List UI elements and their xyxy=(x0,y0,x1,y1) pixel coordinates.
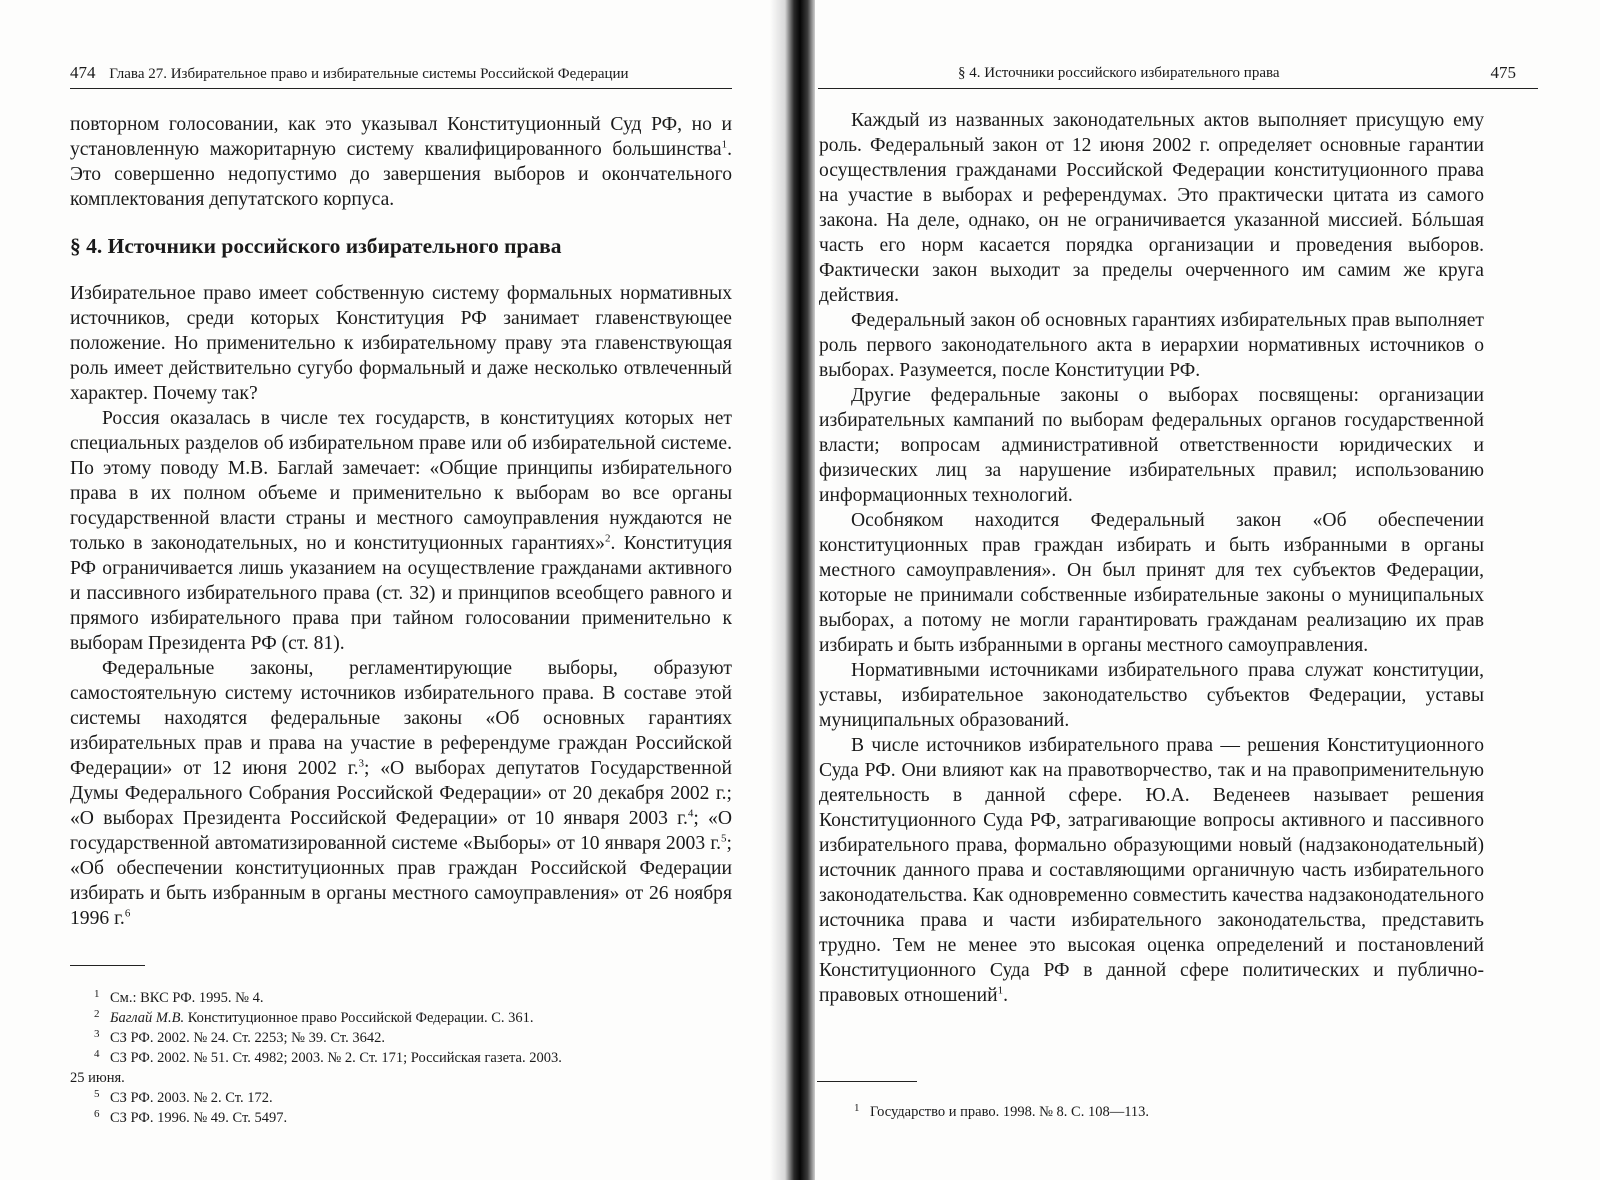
left-page xyxy=(0,0,790,1180)
footnote-1 xyxy=(70,988,735,1008)
running-head-left xyxy=(70,62,732,89)
footnote-text: СЗ РФ. 2002. № 51. Ст. 4982; 2003. № 2. Ст. 171; Российская газета. 2003. xyxy=(110,1050,562,1066)
footnote-mark: 4 xyxy=(94,1048,100,1060)
text-run: повторном голосовании, как это указывал Конституционный Суд РФ, но и установленную мажоритарную систему квалифицированного большинства xyxy=(70,114,732,160)
footnote-ref: 1 xyxy=(997,984,1004,997)
footnote-mark: 3 xyxy=(94,1028,100,1040)
footnote-text: Государство и право. 1998. № 8. С. 108—113. xyxy=(870,1104,1150,1120)
right-paragraph-4: Особняком находится Федеральный закон «Об обеспечении конституционных прав граждан избирать и быть избранными в органы местного самоуправления». Он был принят для тех субъектов Федерации, которые не принимали собственные избирательные законы о муниципальных выборах, а потому не могли гарантировать гражданам реализацию их прав избирать и быть избранными в органы местного самоуправления. xyxy=(819,510,1484,656)
footnote-text: Конституционное право Российской Федерации. С. 361. xyxy=(184,1010,534,1026)
text-run: ; «О государственной автоматизированной системе «Выборы» от 10 января 2003 г. xyxy=(70,808,732,854)
footnote-rule-left xyxy=(70,965,145,966)
left-body xyxy=(70,281,732,931)
page-number-right: 475 xyxy=(1490,63,1516,82)
text-run: ; «Об обеспечении конституционных прав граждан Российской Федерации избирать и быть избранным в органы местного самоуправления» от 26 ноября 1996 г. xyxy=(70,833,732,929)
left-paragraph-1 xyxy=(70,112,732,212)
left-paragraph-2: Избирательное право имеет собственную систему формальных нормативных источников, среди которых Конституция РФ занимает главенствующее положение. Но применительно к избирательному праву эта главенствующая роль имеет действительно сугубо формальный и даже несколько отвлеченный характер. Почему так? xyxy=(70,283,732,404)
section-heading: § 4. Источники российского избирательного права xyxy=(70,234,562,258)
left-paragraph-3 xyxy=(70,406,732,656)
text-run: В числе источников избирательного права — решения Конституционного Суда РФ. Они влияют как на правотворчество, так и на правоприменительную деятельность в данной сфере. Ю.А. Веденеев называет решения Конституционного Суда РФ, затрагивающие вопросы активного и пассивного избирательного права, формально образующими новый (надзаконодательный) источник данного права и составляющими органичную часть избирательного законодательства. Как одновременно совместить качества надзаконодательного источника права и части избирательного законодательства, представить трудно. Тем не менее это высокая оценка определений и постановлений Конституционного Суда РФ в данной сфере политических и публично-правовых отношений xyxy=(819,735,1484,1006)
right-page xyxy=(815,0,1600,1180)
footnote-rule-right xyxy=(817,1081,917,1082)
left-paragraph-4 xyxy=(70,656,732,931)
footnote-ref: 5 xyxy=(721,832,727,845)
footnote-4 xyxy=(70,1048,735,1068)
footnote-4-continued: 25 июня. xyxy=(70,1070,125,1086)
footnote-mark: 1 xyxy=(94,988,100,1000)
running-head-title-right: § 4. Источники российского избирательного права xyxy=(958,65,1280,81)
footnote-6 xyxy=(70,1108,735,1128)
page-number-left: 474 xyxy=(70,63,96,82)
footnotes-left xyxy=(70,988,735,1128)
text-run: Федеральные законы, регламентирующие выборы, образуют самостоятельную систему источников избирательного права. В составе этой системы находятся федеральные законы «Об основных гарантиях избирательных прав и права на участие в референдуме граждан Российской Федерации» от 12 июня 2002 г. xyxy=(70,658,732,779)
text-run: . Конституция РФ ограничивается лишь указанием на осуществление гражданами активного и пассивного избирательного права (ст. 32) и принципов всеобщего равного и прямого избирательного права при тайном голосовании применительно к выборам Президента РФ (ст. 81). xyxy=(70,533,732,654)
footnote-author: Баглай М.В. xyxy=(110,1010,185,1026)
text-run: Россия оказалась в числе тех государств, в конституциях которых нет специальных разделов об избирательном праве или об избирательной системе. По этому поводу М.В. Баглай замечает: «Общие принципы избирательного права в их полном объеме и применительно к выборам во все органы государственной власти страны и местного самоуправления нуждаются не только в законодательных, но и конституционных гарантиях» xyxy=(70,408,732,554)
footnote-text: СЗ РФ. 2002. № 24. Ст. 2253; № 39. Ст. 3642. xyxy=(110,1030,385,1046)
footnote-text: См.: ВКС РФ. 1995. № 4. xyxy=(110,990,264,1006)
text-run: . xyxy=(1003,985,1009,1006)
right-body xyxy=(819,108,1484,1008)
footnote-ref: 1 xyxy=(721,138,728,151)
footnote-3 xyxy=(70,1028,735,1048)
footnote-2 xyxy=(70,1008,735,1028)
right-paragraph-5: Нормативными источниками избирательного права служат конституции, уставы, избирательное законодательство субъектов Федерации, уставы муниципальных образований. xyxy=(819,660,1484,731)
footnote-5 xyxy=(70,1088,735,1108)
footnote-ref: 3 xyxy=(358,757,364,770)
text-run: ; «О выборах депутатов Государственной Думы Федерального Собрания Российской Федерации» от 20 декабря 2002 г.; «О выборах Президента Российской Федерации» от 10 января 2003 г. xyxy=(70,758,732,829)
footnote-mark: 6 xyxy=(94,1108,100,1120)
footnotes-right xyxy=(830,1102,1480,1122)
right-paragraph-6 xyxy=(819,733,1484,1008)
footnote-1 xyxy=(830,1102,1480,1122)
footnote-ref: 2 xyxy=(604,532,611,545)
right-paragraph-1: Каждый из названных законодательных актов выполняет присущую ему роль. Федеральный закон от 12 июня 2002 г. определяет основные гарантии осуществления гражданами Российской Федерации конституционного права на участие в выборах и референдумах. Это практически цитата из самого закона. На деле, однако, он не ограничивается указанной миссией. Бóльшая часть его норм касается порядка организации и проведения выборов. Фактически закон выходит за пределы очерченного им самим же круга действия. xyxy=(819,110,1484,306)
book-gutter xyxy=(770,0,820,1180)
footnote-ref: 6 xyxy=(124,907,131,920)
footnote-text: СЗ РФ. 2003. № 2. Ст. 172. xyxy=(110,1090,273,1106)
right-paragraph-3: Другие федеральные законы о выборах посвящены: организации избирательных кампаний по выборам федеральных органов государственной власти; вопросам административной ответственности юридических и физических лиц за нарушение избирательных правил; использованию информационных технологий. xyxy=(819,385,1484,506)
footnote-mark: 1 xyxy=(854,1102,860,1114)
running-head-title-left: Глава 27. Избирательное право и избирательные системы Российской Федерации xyxy=(109,66,629,82)
footnote-ref: 4 xyxy=(687,807,694,820)
text-run: . Это совершенно недопустимо до завершения выборов и окончательного комплектования депутатского корпуса. xyxy=(70,139,732,210)
running-head-right xyxy=(818,62,1538,89)
footnote-text: СЗ РФ. 1996. № 49. Ст. 5497. xyxy=(110,1110,288,1126)
footnote-mark: 5 xyxy=(94,1088,100,1100)
footnote-mark: 2 xyxy=(94,1008,100,1020)
right-paragraph-2: Федеральный закон об основных гарантиях избирательных прав выполняет роль первого законодательного акта в иерархии нормативных источников о выборах. Разумеется, после Конституции РФ. xyxy=(819,310,1484,381)
